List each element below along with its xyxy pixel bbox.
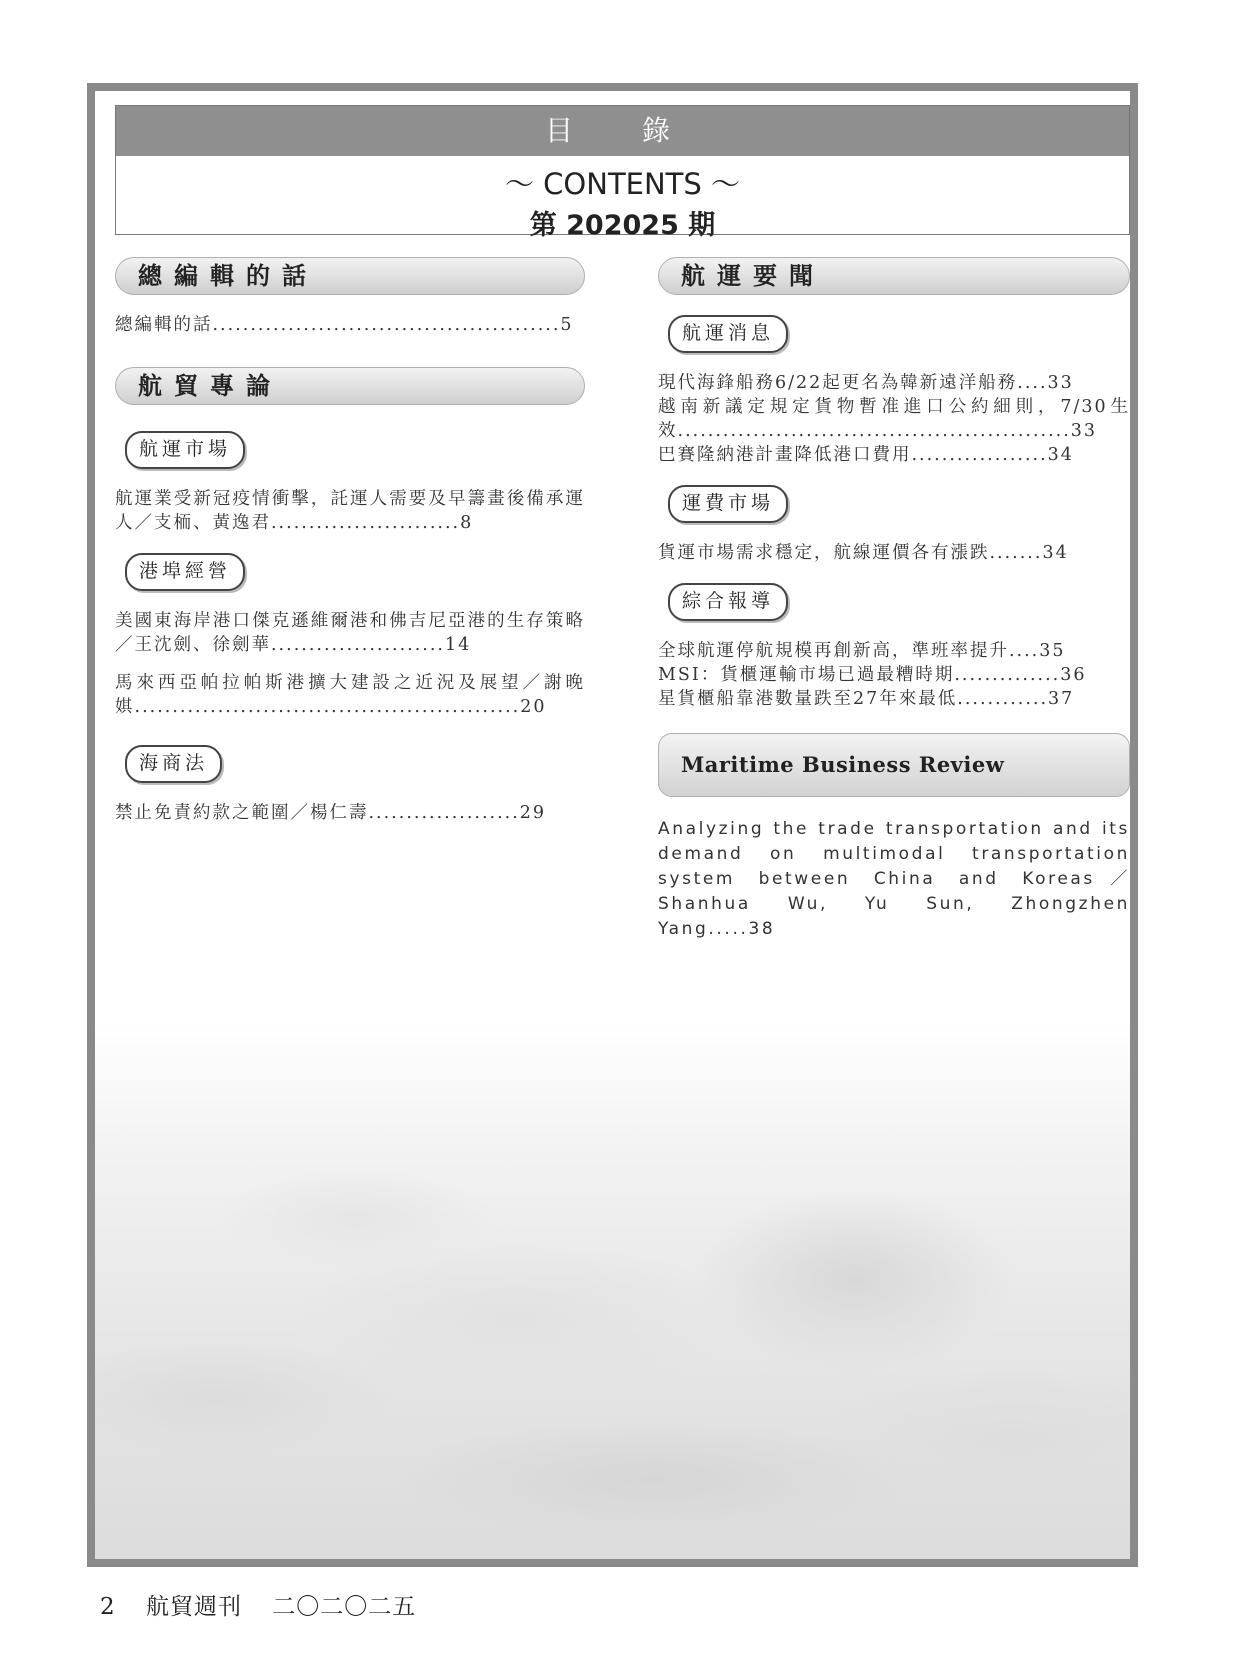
toc-entry[interactable]: 貨運市場需求穩定，航線運價各有漲跌.......34 (658, 543, 1069, 563)
category-tag-shipping-market: 航運市場 (125, 431, 245, 469)
page-number: 2 (100, 1594, 116, 1620)
issue-chinese: 二〇二〇二五 (272, 1594, 417, 1620)
toc-entry[interactable]: 美國東海岸港口傑克遜維爾港和佛吉尼亞港的生存策略／王沈劍、徐劍華.......................14 (115, 611, 585, 655)
toc-entry[interactable]: Analyzing the trade transportation and its demand on multimodal transportation system between China and Koreas／Shanhua Wu, Yu Sun, Zhongzhen Yang.....38 (658, 819, 1130, 939)
category-tag-freight-market: 運費市場 (668, 485, 788, 523)
issue-number: 第 202025 期 (529, 210, 716, 241)
section-heading-commentary: 航貿專論 (115, 367, 585, 405)
toc-heading: 目 錄 (116, 106, 1129, 156)
category-tag-maritime-law: 海商法 (125, 745, 222, 783)
toc-entry[interactable]: 越南新議定規定貨物暫准進口公約細則，7/30生效....................................................33 (658, 397, 1130, 441)
category-tag-general-report: 綜合報導 (668, 583, 788, 621)
toc-entry[interactable]: 現代海鋒船務6/22起更名為韓新遠洋船務....33 (658, 373, 1074, 393)
left-column (115, 257, 585, 825)
toc-entry[interactable]: 全球航運停航規模再創新高，準班率提升....35 (658, 641, 1066, 661)
toc-entry[interactable]: 禁止免責約款之範圍／楊仁壽....................29 (115, 803, 547, 823)
page-footer (100, 1588, 438, 1621)
contents-header (115, 105, 1130, 241)
contents-title: ～ CONTENTS ～ (504, 167, 741, 201)
toc-entry[interactable]: 馬來西亞帕拉帕斯港擴大建設之近況及展望／謝晚娸...................................................20 (115, 673, 585, 717)
toc-entry[interactable]: 總編輯的話..............................................5 (115, 315, 574, 335)
category-tag-port-operation: 港埠經營 (125, 553, 245, 591)
right-column (658, 257, 1130, 942)
toc-entry[interactable]: 星貨櫃船靠港數量跌至27年來最低............37 (658, 689, 1075, 709)
page-frame (87, 83, 1138, 1567)
toc-entry[interactable]: 航運業受新冠疫情衝擊，託運人需要及早籌畫後備承運人／支栭、黃逸君.........................8 (115, 489, 585, 533)
toc-entry[interactable]: MSI：貨櫃運輸市場已過最糟時期..............36 (658, 665, 1087, 685)
publication-name: 航貿週刊 (145, 1594, 242, 1620)
section-heading-shipping-news: 航運要聞 (658, 257, 1130, 295)
category-tag-shipping-news: 航運消息 (668, 315, 788, 353)
marble-background (95, 1019, 1130, 1559)
section-heading-editor: 總編輯的話 (115, 257, 585, 295)
toc-entry[interactable]: 巴賽隆納港計畫降低港口費用..................34 (658, 445, 1074, 465)
section-heading-maritime-business-review: Maritime Business Review (658, 733, 1130, 797)
